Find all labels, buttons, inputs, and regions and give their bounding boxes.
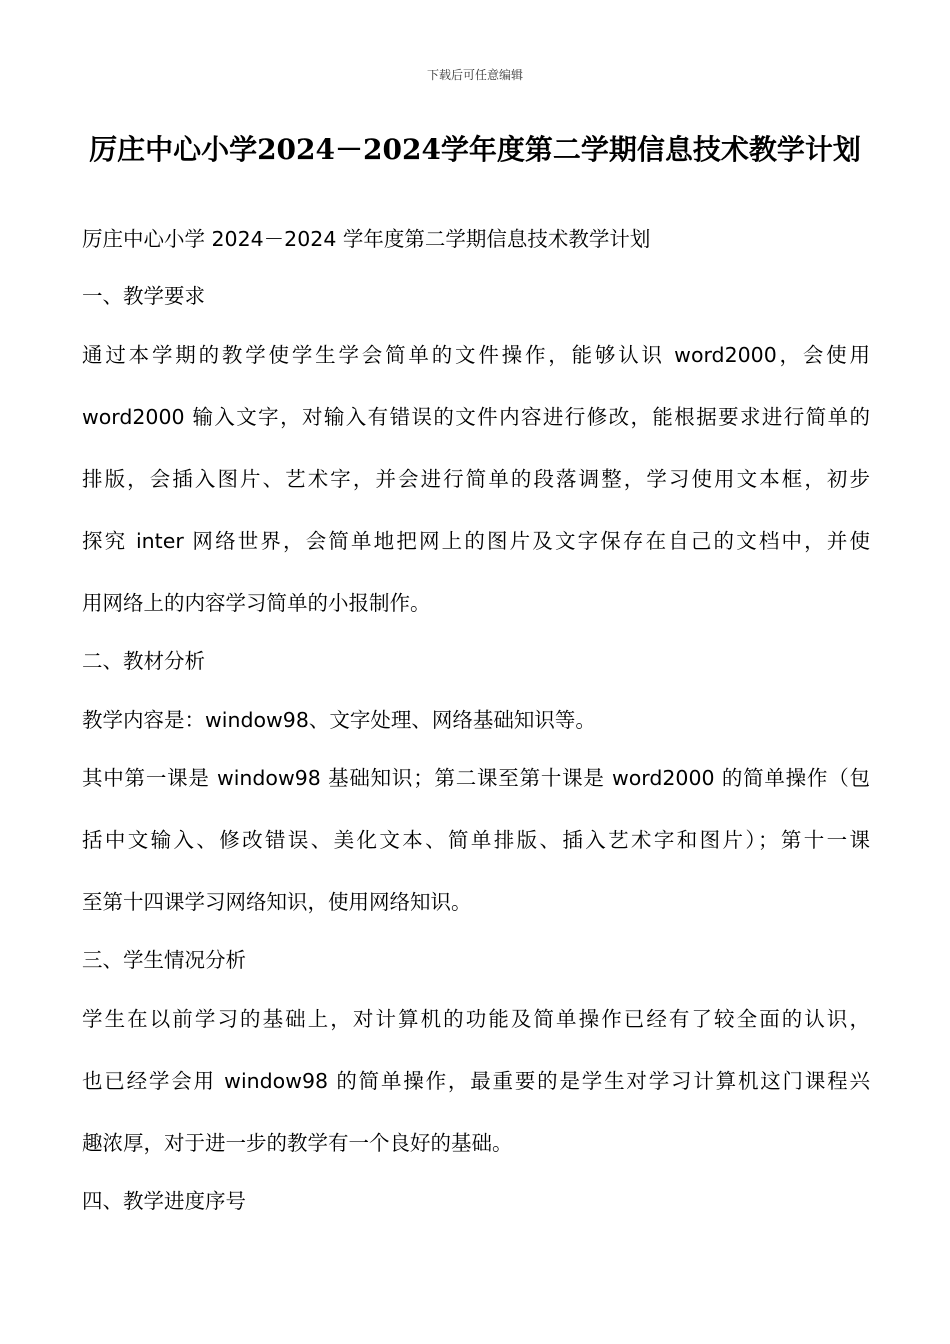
section-1-line-5: 用网络上的内容学习简单的小报制作。: [82, 591, 431, 615]
section-2-line-4: 至第十四课学习网络知识，使用网络知识。: [82, 890, 472, 914]
section-heading-4: 四、教学进度序号: [82, 1189, 246, 1213]
section-1-line-1: 通过本学期的教学使学生学会简单的文件操作，能够认识 word2000，会使用: [82, 343, 870, 367]
header-note: 下载后可任意编辑: [426, 68, 523, 82]
section-2-line-3: 括中文输入、修改错误、美化文本、简单排版、插入艺术字和图片）；第十一课: [82, 828, 870, 852]
section-1-line-4: 探究 inter 网络世界，会简单地把网上的图片及文字保存在自己的文档中，并使: [82, 529, 870, 553]
section-3-line-3: 趣浓厚，对于进一步的教学有一个良好的基础。: [82, 1131, 513, 1155]
section-2-line-2: 其中第一课是 window98 基础知识；第二课至第十课是 word2000 的简单操作（包: [82, 766, 870, 790]
section-3-line-2: 也已经学会用 window98 的简单操作，最重要的是学生对学习计算机这门课程兴: [82, 1069, 870, 1093]
document-title: 厉庄中心小学2024－2024学年度第二学期信息技术教学计划: [89, 133, 861, 166]
section-2-line-1: 教学内容是：window98、文字处理、网络基础知识等。: [82, 708, 596, 732]
section-heading-1: 一、教学要求: [82, 284, 205, 308]
section-heading-2: 二、教材分析: [82, 649, 205, 673]
section-1-line-2: word2000 输入文字，对输入有错误的文件内容进行修改，能根据要求进行简单的: [82, 405, 870, 429]
section-3-line-1: 学生在以前学习的基础上，对计算机的功能及简单操作已经有了较全面的认识，: [82, 1007, 870, 1031]
section-1-line-3: 排版，会插入图片、艺术字，并会进行简单的段落调整，学习使用文本框，初步: [82, 467, 870, 491]
section-heading-3: 三、学生情况分析: [82, 948, 246, 972]
document-subtitle: 厉庄中心小学 2024－2024 学年度第二学期信息技术教学计划: [82, 227, 651, 251]
